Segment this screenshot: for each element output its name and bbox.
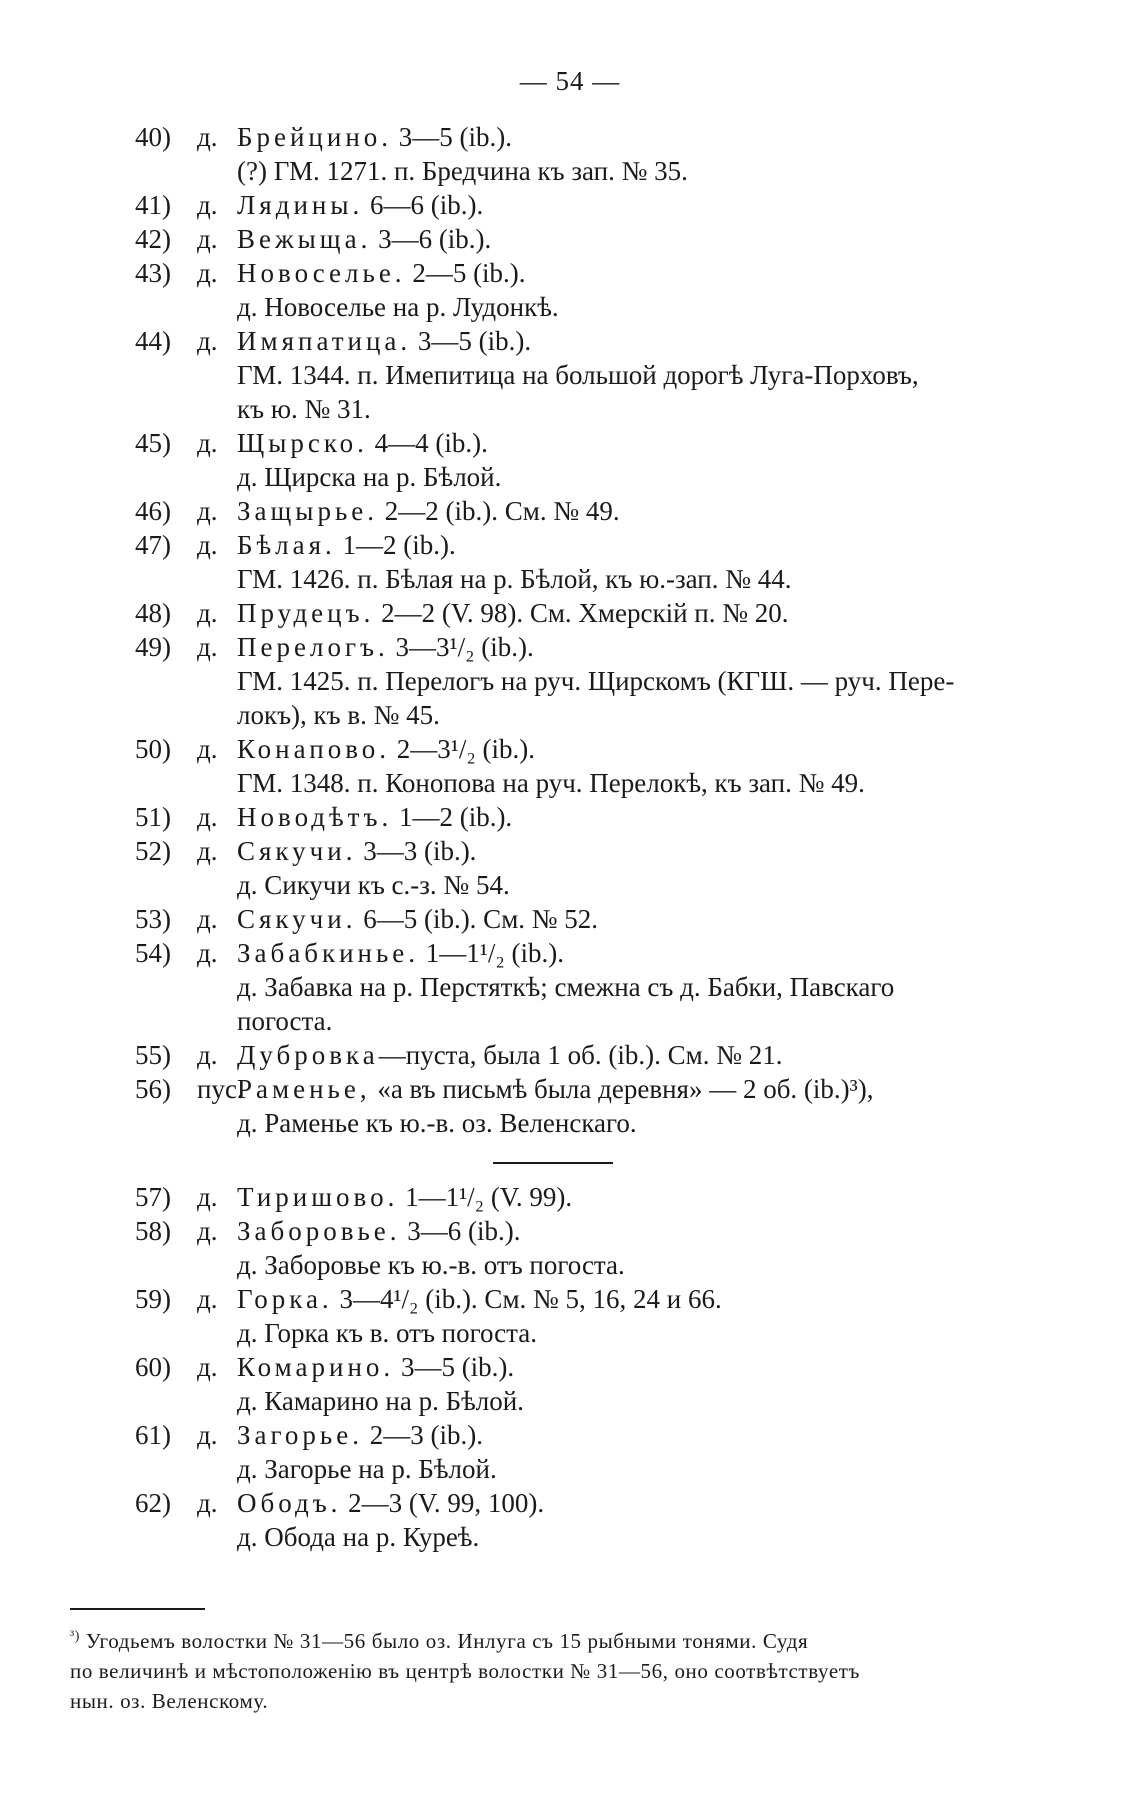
entry-details: —пуста, была 1 об. (ib.). См. № 21. — [378, 1040, 783, 1070]
entry-line — [135, 426, 1065, 460]
entry-details: 3—3 (ib.). — [356, 836, 477, 866]
entry-line — [135, 1180, 1065, 1214]
entry-subline: д. Раменье къ ю.-в. оз. Веленскаго. — [237, 1108, 637, 1138]
entry-type: д. — [197, 836, 218, 866]
entry-number: 55) — [135, 1040, 171, 1070]
entry-type: пус. — [197, 1074, 244, 1104]
entry-line — [135, 834, 1065, 868]
entry-number: 50) — [135, 734, 171, 764]
entry-name: Вежыща. — [237, 224, 372, 254]
entry-type: д. — [197, 938, 218, 968]
entry-subline: ГМ. 1426. п. Бѣлая на р. Бѣлой, къ ю.-зап. № 44. — [237, 564, 792, 594]
entry-subline: ГМ. 1348. п. Конопова на руч. Перелокѣ, къ зап. № 49. — [237, 768, 865, 798]
entry-type: д. — [197, 1352, 218, 1382]
entry-subline: д. Обода на р. Куреѣ. — [237, 1522, 480, 1552]
entry-details: 2—2 (ib.). См. № 49. — [378, 496, 620, 526]
entry-type: д. — [197, 1488, 218, 1518]
entry-line — [135, 1350, 1065, 1384]
entry-details: 3—5 (ib.). — [392, 122, 513, 152]
entry-line — [135, 1282, 1065, 1316]
entry-name: Защырье. — [237, 496, 378, 526]
entries-block-bottom — [135, 1180, 1065, 1554]
entry-details: 6—6 (ib.). — [363, 190, 484, 220]
entry-list — [135, 120, 1065, 1554]
entry-subline: (?) ГМ. 1271. п. Бредчина къ зап. № 35. — [237, 156, 688, 186]
entry-details: 2—3 (V. 99, 100). — [341, 1488, 545, 1518]
entry-type: д. — [197, 1284, 218, 1314]
footnote — [70, 1622, 1050, 1716]
entry-number: 40) — [135, 122, 171, 152]
entry-line — [135, 800, 1065, 834]
entry-name: Дубровка — [237, 1040, 379, 1070]
entry-number: 52) — [135, 836, 171, 866]
entry-name: Заборовье. — [237, 1216, 401, 1246]
entry-line — [135, 1038, 1065, 1072]
entry-subline: д. Щирска на р. Бѣлой. — [237, 462, 502, 492]
entry-number: 51) — [135, 802, 171, 832]
entry-line — [135, 732, 1065, 766]
entry-line — [135, 188, 1065, 222]
entry-line — [135, 1418, 1065, 1452]
entry-subline: д. Новоселье на р. Лудонкѣ. — [237, 292, 559, 322]
page-number: — 54 — — [519, 66, 621, 96]
entry-details: 1—2 (ib.). — [392, 802, 513, 832]
entry-details: 6—5 (ib.). См. № 52. — [356, 904, 599, 934]
entry-type: д. — [197, 904, 218, 934]
entry-number: 61) — [135, 1420, 171, 1450]
entry-type: д. — [197, 122, 218, 152]
entry-type: д. — [197, 428, 218, 458]
entry-name: Лядины. — [237, 190, 364, 220]
entry-line — [135, 120, 1065, 154]
entry-name: Новоселье. — [237, 258, 406, 288]
entry-details: 3—4¹/₂ (ib.). См. № 5, 16, 24 и 66. — [332, 1284, 722, 1314]
entry-number: 56) — [135, 1074, 171, 1104]
entry-type: д. — [197, 1182, 218, 1212]
entry-details: 2—2 (V. 98). См. Хмерскій п. № 20. — [374, 598, 789, 628]
entry-name: Брейцино. — [237, 122, 393, 152]
entry-subline: д. Сикучи къ с.-з. № 54. — [237, 870, 510, 900]
entry-type: д. — [197, 802, 218, 832]
entry-name: Забабкинье. — [237, 938, 420, 968]
entry-type: д. — [197, 1420, 218, 1450]
footnote-line-2: по величинѣ и мѣстоположенію въ центрѣ волостки № 31—56, оно соотвѣтствуетъ — [70, 1659, 860, 1683]
entry-type: д. — [197, 1216, 218, 1246]
entry-name: Имяпатица. — [237, 326, 412, 356]
entry-number: 59) — [135, 1284, 171, 1314]
section-divider — [493, 1162, 613, 1164]
entry-name: Сякучи. — [237, 904, 357, 934]
entry-details: 1—1¹/₂ (V. 99). — [398, 1182, 573, 1212]
entry-details: 4—4 (ib.). — [367, 428, 488, 458]
entry-subline: ГМ. 1425. п. Перелогъ на руч. Щирскомъ (КГШ. — руч. Пере- — [237, 666, 955, 696]
entry-line — [135, 1214, 1065, 1248]
entry-name: Бѣлая. — [237, 530, 336, 560]
entry-type: д. — [197, 530, 218, 560]
entry-details: 2—3¹/₂ (ib.). — [390, 734, 536, 764]
entry-type: д. — [197, 190, 218, 220]
entry-details: 3—6 (ib.). — [400, 1216, 521, 1246]
entry-type: д. — [197, 632, 218, 662]
entry-number: 62) — [135, 1488, 171, 1518]
entry-details: 3—6 (ib.). — [371, 224, 492, 254]
entry-subline: д. Камарино на р. Бѣлой. — [237, 1386, 524, 1416]
entry-details: «а въ письмѣ была деревня» — 2 об. (ib.)³), — [370, 1074, 874, 1104]
entry-number: 60) — [135, 1352, 171, 1382]
entry-subline: д. Загорье на р. Бѣлой. — [237, 1454, 497, 1484]
entry-type: д. — [197, 224, 218, 254]
entry-name: Сякучи. — [237, 836, 357, 866]
entry-type: д. — [197, 1040, 218, 1070]
entry-details: 2—5 (ib.). — [405, 258, 526, 288]
entry-number: 43) — [135, 258, 171, 288]
entry-details: 1—1¹/₂ (ib.). — [419, 938, 565, 968]
entry-name: Щырско. — [237, 428, 368, 458]
entry-line — [135, 936, 1065, 970]
entry-line — [135, 630, 1065, 664]
entry-line — [135, 528, 1065, 562]
entry-line — [135, 1072, 1065, 1106]
entry-name: Ободъ. — [237, 1488, 342, 1518]
entry-number: 53) — [135, 904, 171, 934]
entry-number: 48) — [135, 598, 171, 628]
entry-line — [135, 1486, 1065, 1520]
entry-details: 3—5 (ib.). — [394, 1352, 515, 1382]
entry-details: 1—2 (ib.). — [335, 530, 456, 560]
entry-name: Раменье, — [237, 1074, 371, 1104]
entry-type: д. — [197, 326, 218, 356]
entry-name: Тиришово. — [237, 1182, 399, 1212]
entry-type: д. — [197, 734, 218, 764]
entry-line — [135, 902, 1065, 936]
entry-number: 44) — [135, 326, 171, 356]
entry-number: 45) — [135, 428, 171, 458]
entry-details: 3—3¹/₂ (ib.). — [388, 632, 534, 662]
entry-number: 46) — [135, 496, 171, 526]
entry-subline: д. Горка къ в. отъ погоста. — [237, 1318, 538, 1348]
entry-subline: погоста. — [237, 1006, 333, 1036]
footnote-line-3: нын. оз. Веленскому. — [70, 1689, 269, 1713]
entry-type: д. — [197, 496, 218, 526]
entry-type: д. — [197, 258, 218, 288]
entry-type: д. — [197, 598, 218, 628]
footnote-text: Угодьемъ волостки № 31—56 было оз. Инлуга съ 15 рыбными тонями. Судя — [80, 1629, 809, 1653]
entry-name: Горка. — [237, 1284, 333, 1314]
entry-line — [135, 324, 1065, 358]
entry-subline: къ ю. № 31. — [237, 394, 371, 424]
entry-subline: д. Забавка на р. Перстяткѣ; смежна съ д. Бабки, Павскаго — [237, 972, 895, 1002]
entry-name: Новодѣтъ. — [237, 802, 393, 832]
entry-number: 54) — [135, 938, 171, 968]
footnote-line-1 — [70, 1622, 1050, 1656]
footnote-marker: ³) — [70, 1629, 81, 1644]
entry-number: 41) — [135, 190, 171, 220]
entry-name: Прудецъ. — [237, 598, 375, 628]
entry-details: 2—3 (ib.). — [362, 1420, 483, 1450]
entry-details: 3—5 (ib.). — [411, 326, 532, 356]
entry-number: 58) — [135, 1216, 171, 1246]
footnote-divider — [70, 1608, 205, 1610]
entry-subline: локъ), къ в. № 45. — [237, 700, 440, 730]
entry-number: 42) — [135, 224, 171, 254]
entry-line — [135, 494, 1065, 528]
entry-number: 47) — [135, 530, 171, 560]
entries-block-top — [135, 120, 1065, 1140]
entry-name: Перелогъ. — [237, 632, 389, 662]
entry-subline: ГМ. 1344. п. Имепитица на большой дорогѣ Луга-Порховъ, — [237, 360, 919, 390]
entry-name: Комарино. — [237, 1352, 395, 1382]
entry-line — [135, 256, 1065, 290]
entry-number: 49) — [135, 632, 171, 662]
entry-name: Загорье. — [237, 1420, 363, 1450]
entry-name: Конапово. — [237, 734, 391, 764]
entry-line — [135, 596, 1065, 630]
entry-subline: д. Заборовье къ ю.-в. отъ погоста. — [237, 1250, 625, 1280]
entry-line — [135, 222, 1065, 256]
entry-number: 57) — [135, 1182, 171, 1212]
